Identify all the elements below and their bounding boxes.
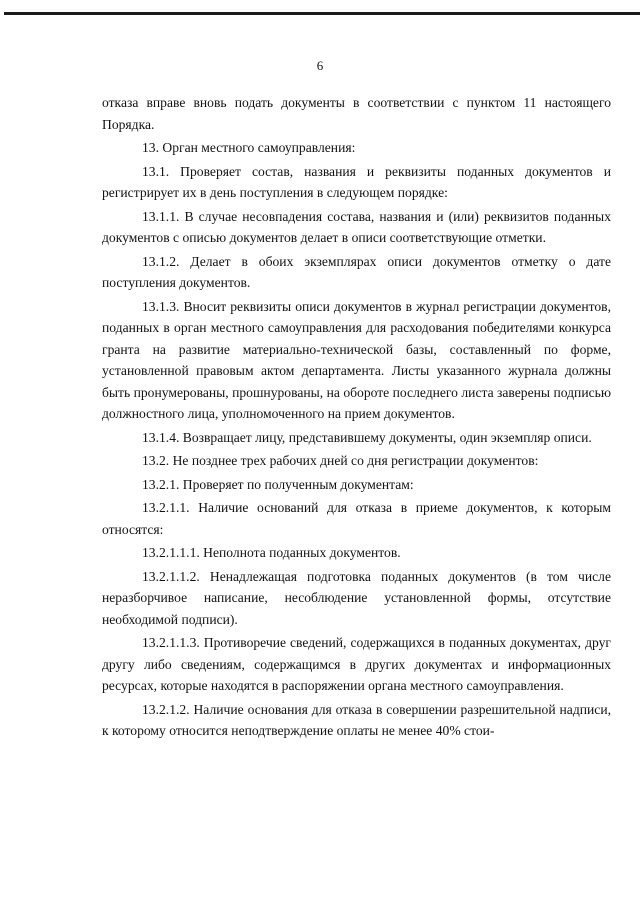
header-rule [4, 12, 640, 15]
paragraph-13-2-1-1-2: 13.2.1.1.2. Ненадлежащая подготовка поданных документов (в том числе неразборчивое написание, несоблюдение установленной формы, отсутствие необходимой подписи). [102, 568, 611, 627]
paragraph-13: 13. Орган местного самоуправления: [142, 140, 356, 155]
paragraph-13-2-1-1: 13.2.1.1. Наличие оснований для отказа в приеме документов, к которым относятся: [102, 500, 611, 537]
page-number: 6 [316, 58, 324, 73]
document-body [102, 92, 611, 742]
paragraph-13-1: 13.1. Проверяет состав, названия и реквизиты поданных документов и регистрирует их в день поступления в следующем порядке: [102, 163, 611, 200]
paragraph-13-1-1: 13.1.1. В случае несовпадения состава, названия и (или) реквизитов поданных документов с описью документов делает в описи соответствующие отметки. [102, 208, 611, 245]
paragraph-13-2-1-1-1: 13.2.1.1.1. Неполнота поданных документов. [142, 545, 401, 560]
paragraph-13-2-1-2: 13.2.1.2. Наличие основания для отказа в совершении разрешительной надписи, к которому относится неподтверждение оплаты не менее 40% стои- [102, 701, 611, 738]
paragraph-13-1-4: 13.1.4. Возвращает лицу, представившему документы, один экземпляр описи. [142, 429, 592, 445]
paragraph-13-2: 13.2. Не позднее трех рабочих дней со дня регистрации документов: [142, 453, 539, 468]
paragraph-13-1-3: 13.1.3. Вносит реквизиты описи документов в журнал регистрации документов, поданных в орган местного самоуправления для расходования победителями конкурса гранта на развитие материально-технической базы, составленный по форме, установленной правовым актом департамента. Листы указанного журнала должны быть пронумерованы, прошнурованы, на обороте последнего листа заверены подписью должностного лица, уполномоченного на прием документов. [102, 298, 611, 421]
paragraph-13-2-1-1-3: 13.2.1.1.3. Противоречие сведений, содержащихся в поданных документах, друг другу либо сведениям, содержащимся в других документах и информационных ресурсах, которые находятся в распоряжении органа местного самоуправления. [102, 635, 611, 693]
paragraph-continuation: отказа вправе вновь подать документы в соответствии с пунктом 11 настоящего Порядка. [102, 95, 611, 132]
paragraph-13-1-2: 13.1.2. Делает в обоих экземплярах описи документов отметку о дате поступления документов. [102, 253, 611, 290]
paragraph-13-2-1: 13.2.1. Проверяет по полученным документам: [142, 476, 414, 492]
